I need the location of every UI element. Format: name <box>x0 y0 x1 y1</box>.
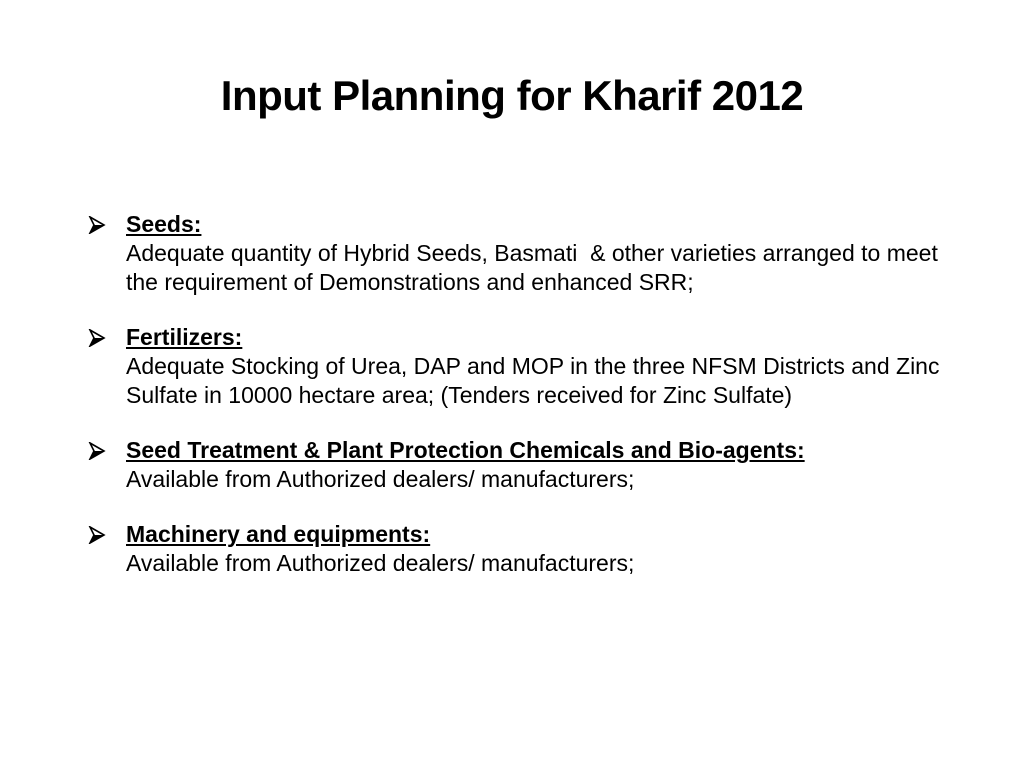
bullet-item-seeds <box>88 210 948 297</box>
arrowhead-bullet-icon <box>88 526 106 544</box>
bullet-item-fertilizers <box>88 323 948 410</box>
arrowhead-bullet-icon <box>88 329 106 347</box>
bullet-text: Adequate quantity of Hybrid Seeds, Basmati & other varieties arranged to meet the requirement of Demonstrations and enhanced SRR; <box>126 240 945 295</box>
bullet-heading: Machinery and equipments: <box>126 521 431 547</box>
bullet-list <box>88 210 948 578</box>
bullet-text: Adequate Stocking of Urea, DAP and MOP in the three NFSM Districts and Zinc Sulfate in 10000 hectare area; (Tenders received for Zinc Sulfate) <box>126 353 946 408</box>
bullet-text: Available from Authorized dealers/ manufacturers; <box>126 466 635 492</box>
arrowhead-bullet-icon <box>88 442 106 460</box>
bullet-item-machinery <box>88 520 948 578</box>
bullet-item-seed-treatment <box>88 436 948 494</box>
bullet-text: Available from Authorized dealers/ manufacturers; <box>126 550 635 576</box>
bullet-heading: Seeds: <box>126 211 202 237</box>
bullet-heading: Seed Treatment & Plant Protection Chemicals and Bio-agents: <box>126 437 805 463</box>
arrowhead-bullet-icon <box>88 216 106 234</box>
slide-title: Input Planning for Kharif 2012 <box>220 72 804 119</box>
bullet-heading: Fertilizers: <box>126 324 243 350</box>
